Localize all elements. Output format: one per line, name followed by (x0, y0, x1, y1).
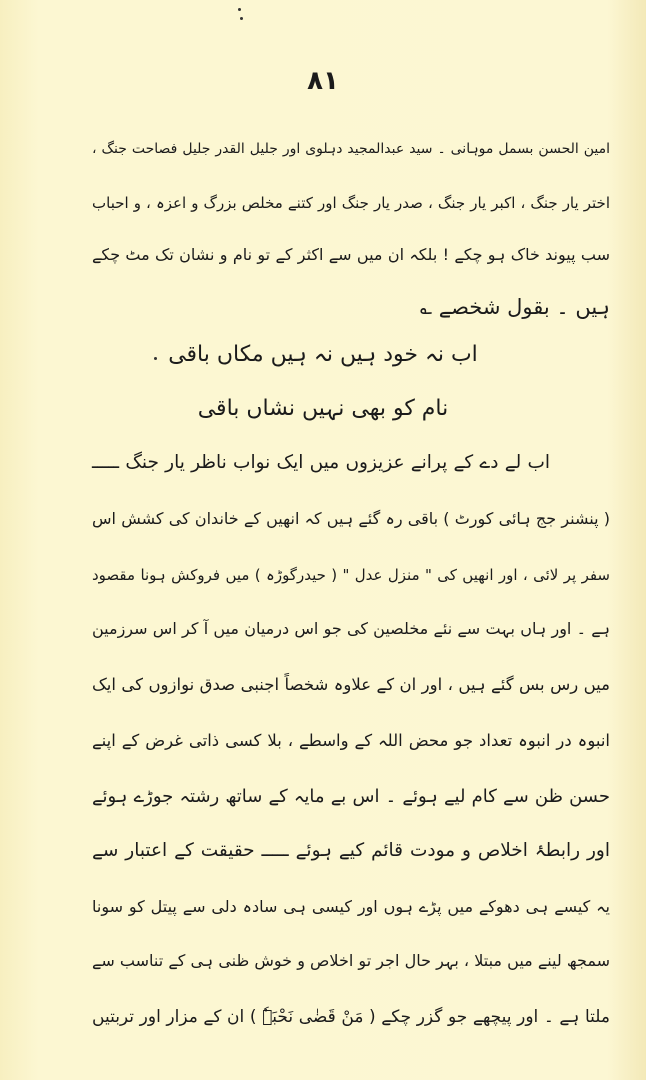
text-line: اختر یار جنگ ، اکبر یار جنگ ، صدر یار جنگ اور کتنے مخلص بزرگ و اعزہ ، و احباب (92, 194, 610, 212)
text-line: سفر پر لائی ، اور انھیں کی " منزل عدل " ( حیدرگوڑہ ) میں فروکش ہونا مقصود (92, 566, 610, 584)
text-line: ہے ۔ اور ہاں بہت سے نئے مخلصین کی جو اس درمیان میں آ کر اس سرزمین (92, 619, 610, 638)
text-line: حسن ظن سے کام لیے ہوئے ۔ اس بے مایہ کے ساتھ رشتہ جوڑے ہوئے (92, 786, 610, 807)
text-line: اور رابطۂ اخلاص و مودت قائم کیے ہوئے ـــــ حقیقت کے اعتبار سے (92, 840, 610, 861)
page-number: ٨١ (307, 66, 339, 96)
text-line: سب پیوند خاک ہو چکے ! بلکہ ان میں سے اکثر کے تو نام و نشان تک مٹ چکے (92, 245, 610, 264)
text-line: ملتا ہے ۔ اور پیچھے جو گزر چکے ( مَنْ قَضٰی نَحْبَہٗ ) ان کے مزار اور تربتیں (92, 1007, 610, 1027)
verse-line: اب نہ خود ہیں نہ ہیں مکاں باقی (168, 342, 478, 367)
verse-line: نام کو بھی نہیں نشاں باقی (197, 396, 449, 421)
text-line: یہ کیسے ہی دھوکے میں پڑے ہوں اور کیسی ہی سادہ دلی سے پیتل کو سونا (92, 897, 610, 916)
text-line: سمجھ لینے میں مبتلا ، بہر حال اجر تو اخلاص و خوش ظنی ہی کے تناسب سے (92, 951, 610, 970)
text-line: امین الحسن بسمل موہانی ۔ سید عبدالمجید دہلوی اور جلیل القدر جلیل فصاحت جنگ ، (92, 141, 610, 157)
text-line: میں رس بس گئے ہیں ، اور ان کے علاوہ شخصاً اجنبی صدق نوازوں کی ایک (92, 675, 610, 694)
text-line: اب لے دے کے پرانے عزیزوں میں ایک نواب ناظر یار جنگ ـــــ (92, 452, 550, 473)
text-line: ( پنشنر جج ہائی کورٹ ) باقی رہ گئے ہیں کہ انھیں کے خاندان کی کشش اس (92, 509, 610, 528)
text-line: انبوہ در انبوہ تعداد جو محض اللہ کے واسطے ، بلا کسی ذاتی غرض کے اپنے (92, 731, 610, 750)
speck (240, 17, 243, 20)
speck (238, 8, 241, 11)
text-line: ہیں ۔ بقول شخصے ؎ (419, 295, 610, 319)
